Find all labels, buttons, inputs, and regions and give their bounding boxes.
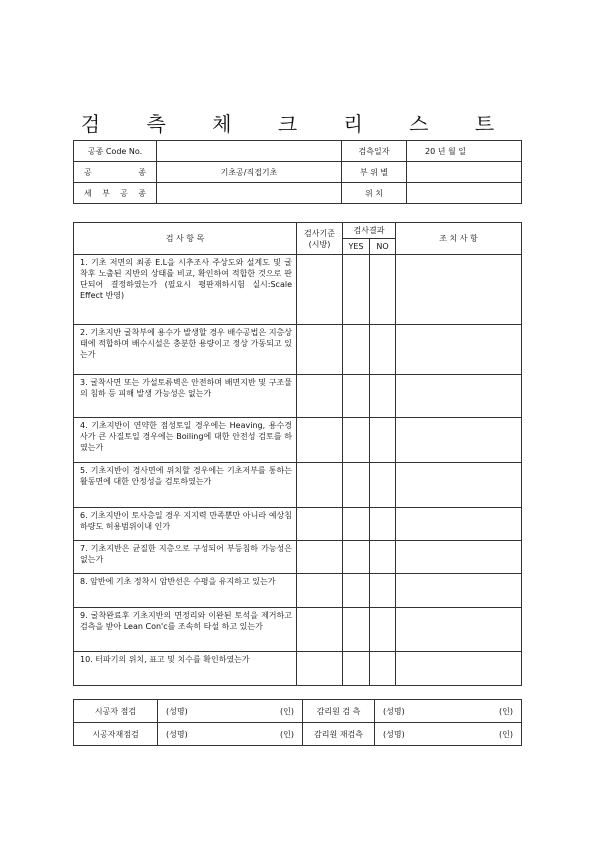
no-cell[interactable] — [370, 375, 396, 418]
contractor-name-hint: (성명) — [166, 706, 188, 716]
no-cell[interactable] — [370, 255, 396, 325]
table-row — [74, 574, 522, 608]
col-criteria-line1: 검사기준 — [304, 228, 335, 238]
action-cell[interactable] — [396, 652, 522, 686]
action-cell[interactable] — [396, 608, 522, 652]
no-cell[interactable] — [370, 418, 396, 463]
criteria-cell[interactable] — [297, 255, 343, 325]
supervisor-seal-hint: (인) — [499, 706, 513, 716]
criteria-cell[interactable] — [297, 574, 343, 608]
criteria-cell[interactable] — [297, 608, 343, 652]
criteria-cell[interactable] — [297, 375, 343, 418]
location-label: 부 위 별 — [342, 162, 407, 183]
action-cell[interactable] — [396, 375, 522, 418]
work-code-field[interactable] — [157, 141, 342, 162]
check-item: 3. 굴착사면 또는 가설토류벽은 안전하며 배면지반 및 구조물의 침하 등 피해 발생 가능성은 없는가 — [74, 375, 297, 418]
supervisor-signature-field[interactable] — [375, 700, 522, 723]
no-cell[interactable] — [370, 541, 396, 574]
supervisor-recheck-signature-field[interactable] — [375, 723, 522, 746]
criteria-cell[interactable] — [297, 652, 343, 686]
work-code-label: 공종 Code No. — [74, 141, 157, 162]
col-yes-header: YES — [343, 239, 370, 255]
supervisor-check-label: 감리원 검 측 — [303, 700, 375, 723]
col-action-header: 조 치 사 항 — [396, 223, 522, 255]
supervisor-recheck-seal-hint: (인) — [499, 729, 513, 739]
yes-cell[interactable] — [343, 255, 370, 325]
yes-cell[interactable] — [343, 574, 370, 608]
contractor-check-label: 시공자 점검 — [74, 700, 158, 723]
position-label: 위 치 — [342, 183, 407, 204]
yes-cell[interactable] — [343, 541, 370, 574]
check-item: 4. 기초지반이 연약한 점성토일 경우에는 Heaving, 용수경사가 큰 사질토일 경우에는 Boiling에 대한 안전성 검토를 하였는가 — [74, 418, 297, 463]
col-items-header: 검 사 항 목 — [74, 223, 297, 255]
table-row — [74, 255, 522, 325]
work-label: 공 종 — [74, 162, 157, 183]
check-item: 9. 굴착완료후 기초지반의 면정리와 이완된 토석을 제거하고 검측을 받아 Lean Con'c를 조속히 타설 하고 있는가 — [74, 608, 297, 652]
contractor-seal-hint: (인) — [280, 706, 294, 716]
contractor-recheck-signature-field[interactable] — [158, 723, 303, 746]
header-info-table — [73, 140, 522, 204]
location-field[interactable] — [407, 162, 522, 183]
yes-cell[interactable] — [343, 508, 370, 541]
table-row — [74, 463, 522, 508]
checklist-table — [73, 222, 522, 686]
yes-cell[interactable] — [343, 418, 370, 463]
action-cell[interactable] — [396, 463, 522, 508]
no-cell[interactable] — [370, 574, 396, 608]
position-field[interactable] — [407, 183, 522, 204]
action-cell[interactable] — [396, 541, 522, 574]
col-result-header: 검사결과 — [343, 223, 396, 239]
table-row — [74, 325, 522, 375]
work-field[interactable]: 기초공/직접기초 — [157, 162, 342, 183]
check-item: 8. 암반에 기초 정착시 암반선은 수평을 유지하고 있는가 — [74, 574, 297, 608]
page-title: 검 측 체 크 리 스 트 — [80, 112, 515, 136]
table-row — [74, 375, 522, 418]
inspection-date-label: 검측일자 — [342, 141, 407, 162]
check-item: 5. 기초지반이 경사면에 위치할 경우에는 기초저부를 통하는 활동면에 대한 안정성을 검토하였는가 — [74, 463, 297, 508]
action-cell[interactable] — [396, 325, 522, 375]
action-cell[interactable] — [396, 255, 522, 325]
col-criteria-header — [297, 223, 343, 255]
check-item: 2. 기초지반 굴착부에 용수가 발생할 경우 배수공법은 지층상태에 적합하며 배수시설은 충분한 용량이고 정상 가동되고 있는가 — [74, 325, 297, 375]
col-criteria-line2: (시방) — [308, 239, 331, 249]
table-row — [74, 541, 522, 574]
no-cell[interactable] — [370, 652, 396, 686]
criteria-cell[interactable] — [297, 541, 343, 574]
col-no-header: NO — [370, 239, 396, 255]
no-cell[interactable] — [370, 325, 396, 375]
action-cell[interactable] — [396, 418, 522, 463]
table-row — [74, 652, 522, 686]
supervisor-recheck-label: 감리원 재검측 — [303, 723, 375, 746]
action-cell[interactable] — [396, 574, 522, 608]
criteria-cell[interactable] — [297, 508, 343, 541]
yes-cell[interactable] — [343, 652, 370, 686]
contractor-recheck-name-hint: (성명) — [166, 729, 188, 739]
yes-cell[interactable] — [343, 608, 370, 652]
yes-cell[interactable] — [343, 325, 370, 375]
criteria-cell[interactable] — [297, 418, 343, 463]
yes-cell[interactable] — [343, 463, 370, 508]
criteria-cell[interactable] — [297, 325, 343, 375]
subwork-field[interactable] — [157, 183, 342, 204]
no-cell[interactable] — [370, 608, 396, 652]
contractor-recheck-seal-hint: (인) — [280, 729, 294, 739]
table-row — [74, 508, 522, 541]
check-item: 7. 기초지반은 균질한 지층으로 구성되어 부등침하 가능성은 없는가 — [74, 541, 297, 574]
check-item: 10. 터파기의 위치, 표고 및 치수를 확인하였는가 — [74, 652, 297, 686]
contractor-recheck-label: 시공자재점검 — [74, 723, 158, 746]
supervisor-recheck-name-hint: (성명) — [383, 729, 405, 739]
yes-cell[interactable] — [343, 375, 370, 418]
no-cell[interactable] — [370, 463, 396, 508]
subwork-label: 세 부 공 종 — [74, 183, 157, 204]
criteria-cell[interactable] — [297, 463, 343, 508]
check-item: 6. 기초지반이 토사층일 경우 지지력 만족뿐만 아니라 예상침하량도 허용범위이내 인가 — [74, 508, 297, 541]
table-row — [74, 418, 522, 463]
inspection-date-field[interactable]: 20 년 월 일 — [407, 141, 522, 162]
check-item: 1. 기초 저면의 최종 E.L을 시추조사 주상도와 설계도 및 굴착후 노출된 지반의 상태를 비교, 확인하여 적합한 것으로 판단되어 결정하였는가 (필요시 평판재하시험 실시:Scale Effect 반영) — [74, 255, 297, 325]
table-row — [74, 608, 522, 652]
supervisor-name-hint: (성명) — [383, 706, 405, 716]
no-cell[interactable] — [370, 508, 396, 541]
signature-table — [73, 699, 522, 746]
action-cell[interactable] — [396, 508, 522, 541]
contractor-signature-field[interactable] — [158, 700, 303, 723]
